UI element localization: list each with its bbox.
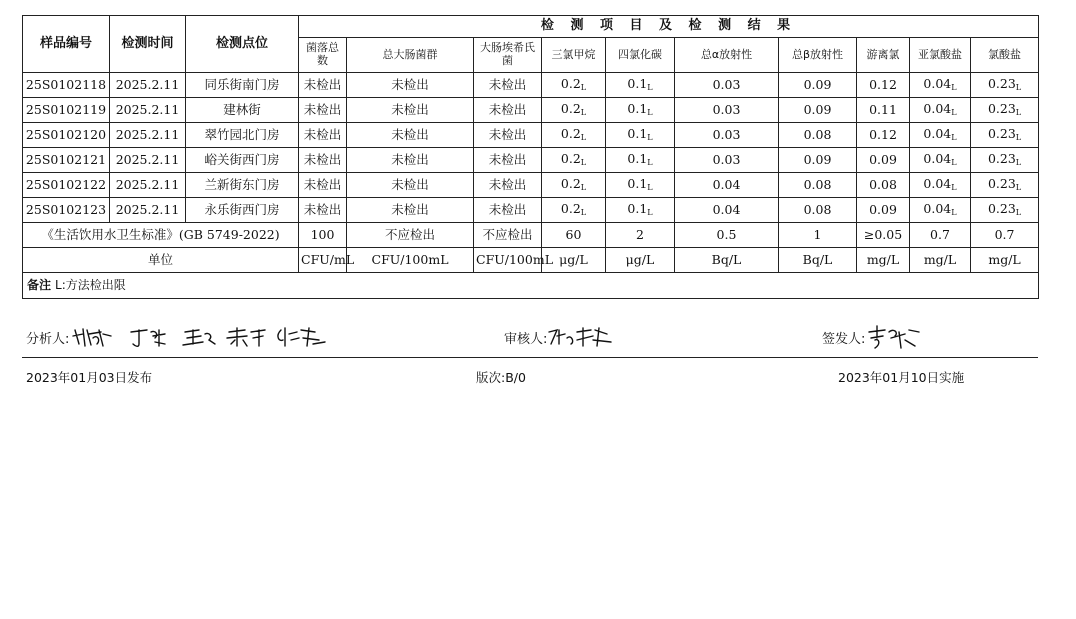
result-cell xyxy=(910,173,971,198)
result-cell xyxy=(606,148,675,173)
header-item-1: 总大肠菌群 xyxy=(347,38,474,73)
lod-marker: L xyxy=(580,208,587,218)
table-row xyxy=(23,98,1039,123)
result-value: 0.2 xyxy=(560,76,581,92)
result-value: 0.1 xyxy=(627,101,648,117)
result-cell xyxy=(779,198,857,223)
result-value: 0.1 xyxy=(627,126,648,142)
lod-marker: L xyxy=(647,208,653,218)
result-cell xyxy=(542,173,606,198)
location-cell: 同乐街南门房 xyxy=(186,73,299,98)
result-cell xyxy=(299,98,347,123)
result-value: 0.08 xyxy=(869,176,897,192)
standard-limit-cell: 不应检出 xyxy=(347,223,474,248)
sample-no-cell: 25S0102121 xyxy=(23,148,110,173)
table-row xyxy=(23,148,1039,173)
result-value: 0.04 xyxy=(923,201,952,217)
result-cell xyxy=(971,198,1039,223)
result-cell xyxy=(474,123,542,148)
result-cell xyxy=(606,198,675,223)
result-cell xyxy=(910,123,971,148)
result-cell xyxy=(857,98,910,123)
result-cell xyxy=(910,198,971,223)
lod-marker: L xyxy=(951,208,957,218)
result-cell xyxy=(779,123,857,148)
reviewer-block xyxy=(504,322,617,352)
result-cell xyxy=(474,173,542,198)
unit-cell: CFU/100mL xyxy=(347,248,474,273)
result-value: 0.09 xyxy=(803,151,832,167)
unit-label: 单位 xyxy=(23,248,299,273)
result-value: 0.1 xyxy=(627,176,648,192)
location-cell: 翠竹园北门房 xyxy=(186,123,299,148)
header-location: 检测点位 xyxy=(186,16,299,73)
sample-no-cell: 25S0102123 xyxy=(23,198,110,223)
result-cell xyxy=(542,198,606,223)
result-cell xyxy=(347,98,474,123)
reviewer-signature-image xyxy=(547,324,617,350)
unit-cell: CFU/100mL xyxy=(474,248,542,273)
result-value: 0.2 xyxy=(560,201,581,217)
standard-limit-cell: 2 xyxy=(606,223,675,248)
result-cell xyxy=(299,173,347,198)
header-item-5: 总α放射性 xyxy=(675,38,779,73)
lod-marker: L xyxy=(951,183,957,193)
result-cell xyxy=(779,98,857,123)
note-label: 备注 xyxy=(27,277,52,292)
unit-cell: CFU/mL xyxy=(299,248,347,273)
result-cell xyxy=(542,148,606,173)
standard-limit-cell: ≥0.05 xyxy=(857,223,910,248)
result-value: 0.03 xyxy=(712,101,741,117)
table-row xyxy=(23,123,1039,148)
result-cell xyxy=(542,73,606,98)
result-value: 0.23 xyxy=(987,126,1016,142)
result-value: 0.2 xyxy=(560,176,581,192)
unit-cell: mg/L xyxy=(857,248,910,273)
standard-limit-cell: 100 xyxy=(299,223,347,248)
result-value: 0.08 xyxy=(803,201,832,217)
header-item-2: 大肠埃希氏菌 xyxy=(474,38,542,73)
unit-cell: Bq/L xyxy=(779,248,857,273)
result-value: 0.12 xyxy=(869,76,897,92)
header-item-9: 氯酸盐 xyxy=(971,38,1039,73)
result-value: 未检出 xyxy=(488,76,527,92)
lod-marker: L xyxy=(951,108,957,118)
table-row xyxy=(23,173,1039,198)
result-cell xyxy=(675,173,779,198)
unit-cell: Bq/L xyxy=(675,248,779,273)
result-value: 0.04 xyxy=(712,176,741,192)
result-cell xyxy=(971,123,1039,148)
test-date-cell: 2025.2.11 xyxy=(110,98,186,123)
standard-limit-cell: 0.7 xyxy=(971,223,1039,248)
result-value: 未检出 xyxy=(488,151,527,167)
result-cell xyxy=(542,123,606,148)
result-value: 0.23 xyxy=(987,151,1016,167)
result-cell xyxy=(474,98,542,123)
note-cell xyxy=(23,273,1039,299)
result-cell xyxy=(910,73,971,98)
result-cell xyxy=(857,148,910,173)
result-cell xyxy=(971,173,1039,198)
footer-divider xyxy=(22,357,1038,358)
result-cell xyxy=(474,73,542,98)
lod-marker: L xyxy=(1015,158,1022,168)
result-value: 未检出 xyxy=(488,201,527,217)
result-cell xyxy=(857,198,910,223)
result-cell xyxy=(675,123,779,148)
test-date-cell: 2025.2.11 xyxy=(110,148,186,173)
result-value: 未检出 xyxy=(391,151,429,167)
sample-no-cell: 25S0102122 xyxy=(23,173,110,198)
header-sample-no: 样品编号 xyxy=(23,16,110,73)
lod-marker: L xyxy=(1015,83,1022,93)
result-cell xyxy=(474,198,542,223)
lod-marker: L xyxy=(580,183,587,193)
location-cell: 峪关街西门房 xyxy=(186,148,299,173)
analyst-signatures-image xyxy=(69,324,331,350)
issuer-label: 签发人: xyxy=(822,331,866,347)
lod-marker: L xyxy=(647,83,653,93)
header-test-date: 检测时间 xyxy=(110,16,186,73)
issuer-block xyxy=(822,322,925,352)
result-value: 0.08 xyxy=(803,176,832,192)
unit-cell: μg/L xyxy=(606,248,675,273)
header-item-3: 三氯甲烷 xyxy=(542,38,606,73)
analyst-block xyxy=(26,322,331,352)
result-value: 0.23 xyxy=(987,201,1016,217)
result-value: 未检出 xyxy=(488,101,527,117)
header-item-8: 亚氯酸盐 xyxy=(910,38,971,73)
standard-limit-cell: 60 xyxy=(542,223,606,248)
table-row xyxy=(23,198,1039,223)
result-value: 0.12 xyxy=(869,126,897,142)
footer xyxy=(22,368,1038,386)
result-value: 未检出 xyxy=(303,101,342,117)
lod-marker: L xyxy=(580,158,587,168)
note-text: L:方法检出限 xyxy=(55,277,126,292)
result-cell xyxy=(606,98,675,123)
result-value: 0.23 xyxy=(987,76,1016,92)
test-date-cell: 2025.2.11 xyxy=(110,198,186,223)
result-cell xyxy=(971,98,1039,123)
result-value: 0.04 xyxy=(923,76,952,92)
header-item-7: 游离氯 xyxy=(857,38,910,73)
result-value: 0.04 xyxy=(923,126,952,142)
result-value: 未检出 xyxy=(391,201,429,217)
standard-limit-cell: 1 xyxy=(779,223,857,248)
lod-marker: L xyxy=(647,183,653,193)
sample-no-cell: 25S0102120 xyxy=(23,123,110,148)
result-value: 0.1 xyxy=(627,76,648,92)
result-value: 未检出 xyxy=(303,201,342,217)
result-value: 未检出 xyxy=(488,176,527,192)
lod-marker: L xyxy=(1015,133,1022,143)
version: 版次:B/0 xyxy=(476,370,526,385)
test-date-cell: 2025.2.11 xyxy=(110,73,186,98)
result-cell xyxy=(971,73,1039,98)
published-date: 2023年01月03日发布 xyxy=(26,370,153,385)
standard-limit-cell: 不应检出 xyxy=(474,223,542,248)
lod-marker: L xyxy=(1015,108,1022,118)
result-cell xyxy=(606,73,675,98)
lod-marker: L xyxy=(951,83,957,93)
result-value: 未检出 xyxy=(488,126,527,142)
result-cell xyxy=(299,148,347,173)
result-value: 0.23 xyxy=(987,101,1016,117)
result-value: 未检出 xyxy=(391,101,429,117)
result-cell xyxy=(779,148,857,173)
result-value: 未检出 xyxy=(303,126,342,142)
result-value: 0.1 xyxy=(627,151,648,167)
lod-marker: L xyxy=(647,158,653,168)
issuer-signature-image xyxy=(865,324,925,350)
result-cell xyxy=(347,173,474,198)
result-value: 0.03 xyxy=(712,151,741,167)
sample-no-cell: 25S0102118 xyxy=(23,73,110,98)
result-value: 未检出 xyxy=(303,76,342,92)
table-row xyxy=(23,73,1039,98)
result-cell xyxy=(347,198,474,223)
location-cell: 建林街 xyxy=(186,98,299,123)
result-value: 0.09 xyxy=(869,201,897,217)
result-cell xyxy=(606,123,675,148)
header-group-title: 检 测 项 目 及 检 测 结 果 xyxy=(299,16,1039,38)
unit-row xyxy=(23,248,1039,273)
result-value: 0.2 xyxy=(560,126,581,142)
location-cell: 永乐街西门房 xyxy=(186,198,299,223)
result-value: 未检出 xyxy=(391,76,429,92)
lod-marker: L xyxy=(1015,208,1022,218)
result-value: 0.04 xyxy=(923,151,952,167)
result-cell xyxy=(474,148,542,173)
result-cell xyxy=(606,173,675,198)
result-value: 0.04 xyxy=(923,101,952,117)
test-date-cell: 2025.2.11 xyxy=(110,173,186,198)
note-row xyxy=(23,273,1039,299)
result-value: 未检出 xyxy=(391,126,429,142)
header-item-4: 四氯化碳 xyxy=(606,38,675,73)
unit-cell: mg/L xyxy=(910,248,971,273)
result-value: 0.09 xyxy=(869,151,897,167)
reviewer-label: 审核人: xyxy=(504,331,548,347)
lod-marker: L xyxy=(647,108,653,118)
result-value: 未检出 xyxy=(391,176,429,192)
header-item-0: 菌落总数 xyxy=(299,38,347,73)
location-cell: 兰新街东门房 xyxy=(186,173,299,198)
unit-cell: μg/L xyxy=(542,248,606,273)
result-value: 0.11 xyxy=(869,101,897,117)
result-cell xyxy=(857,173,910,198)
result-cell xyxy=(675,198,779,223)
lod-marker: L xyxy=(580,83,587,93)
result-value: 0.03 xyxy=(712,126,741,142)
result-value: 0.09 xyxy=(803,101,832,117)
unit-cell: mg/L xyxy=(971,248,1039,273)
effective-date: 2023年01月10日实施 xyxy=(838,370,965,385)
lod-marker: L xyxy=(647,133,653,143)
result-value: 0.09 xyxy=(803,76,832,92)
result-value: 未检出 xyxy=(303,151,342,167)
lod-marker: L xyxy=(580,133,587,143)
standard-limit-cell: 0.5 xyxy=(675,223,779,248)
analyst-label: 分析人: xyxy=(26,331,70,347)
result-value: 0.23 xyxy=(987,176,1016,192)
result-value: 0.1 xyxy=(627,201,648,217)
lod-marker: L xyxy=(580,108,587,118)
result-cell xyxy=(857,123,910,148)
standard-row xyxy=(23,223,1039,248)
result-value: 0.04 xyxy=(712,201,741,217)
sample-no-cell: 25S0102119 xyxy=(23,98,110,123)
test-date-cell: 2025.2.11 xyxy=(110,123,186,148)
result-cell xyxy=(857,73,910,98)
result-cell xyxy=(299,123,347,148)
result-value: 0.2 xyxy=(560,151,581,167)
result-value: 0.04 xyxy=(923,176,952,192)
result-cell xyxy=(347,148,474,173)
result-cell xyxy=(542,98,606,123)
result-cell xyxy=(779,73,857,98)
result-cell xyxy=(675,98,779,123)
result-value: 0.08 xyxy=(803,126,832,142)
result-cell xyxy=(347,73,474,98)
result-cell xyxy=(675,73,779,98)
result-cell xyxy=(347,123,474,148)
signature-line xyxy=(22,322,1038,352)
result-cell xyxy=(910,148,971,173)
result-cell xyxy=(299,73,347,98)
result-cell xyxy=(910,98,971,123)
lod-marker: L xyxy=(951,158,957,168)
lod-marker: L xyxy=(951,133,957,143)
header-item-6: 总β放射性 xyxy=(779,38,857,73)
result-cell xyxy=(675,148,779,173)
result-value: 未检出 xyxy=(303,176,342,192)
lod-marker: L xyxy=(1015,183,1022,193)
result-value: 0.03 xyxy=(712,76,741,92)
standard-label: 《生活饮用水卫生标准》(GB 5749-2022) xyxy=(23,223,299,248)
result-cell xyxy=(779,173,857,198)
standard-limit-cell: 0.7 xyxy=(910,223,971,248)
result-value: 0.2 xyxy=(560,101,581,117)
results-table xyxy=(22,15,1039,299)
result-cell xyxy=(299,198,347,223)
result-cell xyxy=(971,148,1039,173)
